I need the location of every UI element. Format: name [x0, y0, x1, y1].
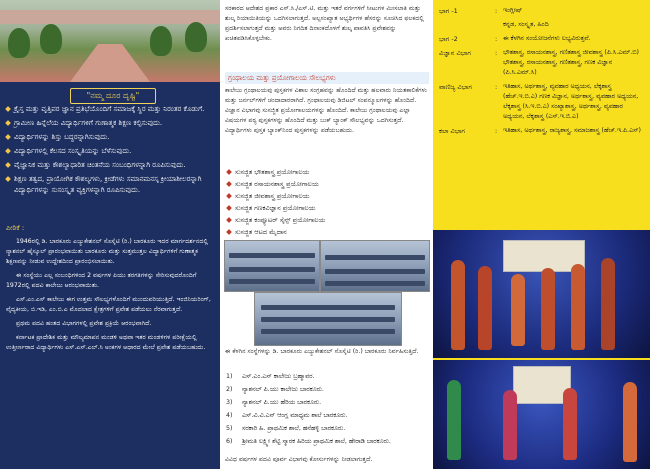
paragraph: ಎಸ್.ಎಂ.ಎಸ್ ಕಾಲೇಜು ಈಗ ಉತ್ತಮ ಸೌಲಭ್ಯಗಳೊಂದಿಗೆ ಮುಂದುವರಿಯುತ್ತಿದೆ. ಇಂಜಿನಿಯರಿಂಗ್, ವೈದ್ಯಕೀಯ, ಬಿ.ಇಡಿ, ಎಂ.ಬಿ.ಎ ಮೊದಲಾದ ಕ್ಷೇತ್ರಗಳಿಗೆ ಪ್ರವೇಶ ಪಡೆಯಲು ನೆರವಾಗುತ್ತದೆ. — [6, 296, 211, 313]
list-item: 6) ಶ್ರೀಮತಿ ಲಕ್ಷ್ಮೀ ಶೆಟ್ಟಿ ಸ್ಮಾರಕ ಹಿರಿಯ ಪ್ರಾಥಮಿಕ ಶಾಲೆ, ಹೇರಾಡಿ ಬಾರಕೂರು. — [226, 438, 391, 445]
list-item: 3) ನ್ಯಾಶನಲ್ ಪಿ.ಯು ಹೆರಿಯ ಬಾರಕೂರು. — [226, 399, 322, 406]
list-item: 1) ಎಸ್.ಎಂ.ಎಸ್ ಕಾಲೇಜು ಬ್ರಹ್ಮಾವರ. — [226, 373, 315, 380]
science-lab-photo — [320, 240, 430, 292]
dance-photo-2 — [433, 360, 650, 469]
campus-photo — [0, 0, 220, 82]
table-row: ಭಾಗ -1 : ಇಂಗ್ಲೀಷ್ — [439, 7, 523, 15]
paragraph: ಈ ಸಂಸ್ಥೆಯು ಎಲ್ಲ ಸಂಬಂಧಿಗಳಿಂದ 2 ವರ್ಷಗಳ ಪಿಯು ತರಗತಿಗಳನ್ನು ಸೇರಿಸುವುದರೊಂದಿಗೆ 1972ರಲ್ಲಿ ಪದವಿ ಕಾಲೇಜು ಆರಂಭವಾಯಿತು. — [6, 272, 197, 289]
right-panel — [433, 0, 650, 469]
list-item: ಕ್ರೈಸ್ತ ಮತ್ತು ವೃತ್ತಿಪರ ಜ್ಞಾನ ಪ್ರತಿಭೆಯೊಂದಿಗೆ ಸಮಾಜಕ್ಕೆ ಸ್ಥಿರ ಮತ್ತು ನಿರಂತರ ಕೊಡುಗೆ. — [4, 104, 216, 115]
intro-title: ಪೀಠಿಕೆ : — [6, 224, 25, 232]
institutions-list — [226, 372, 426, 450]
classroom-photo — [254, 292, 402, 346]
table-row: ಭಾಗ -2 : ಈ ಕೆಳಗಿನ ಸಂಯೋಜನೆಗಳು ಲಭ್ಯವಿರುತ್ತವೆ. — [439, 35, 591, 43]
labs-list — [226, 166, 426, 238]
table-row: ಕಲಾ ವಿಭಾಗ : ಇತಿಹಾಸ, ಅರ್ಥಶಾಸ್ತ್ರ, ರಾಜ್ಯಶಾಸ್ತ್ರ, ಸಮಾಜಶಾಸ್ತ್ರ (ಹೆಚ್.ಇ.ಪಿ.ಎಸ್) — [439, 127, 641, 135]
table-row: ಕನ್ನಡ, ಸಂಸ್ಕೃತ, ಹಿಂದಿ — [503, 21, 549, 28]
facilities-title: ಗ್ರಂಥಾಲಯ ಮತ್ತು ಪ್ರಯೋಗಾಲಯ ಸೌಲಭ್ಯಗಳು — [225, 72, 429, 84]
list-item: 2) ನ್ಯಾಶನಲ್ ಪಿ.ಯು ಕಾಲೇಜು ಬಾರಕೂರು. — [226, 386, 324, 393]
list-item: ಸುಸಜ್ಜಿತ ಆಟದ ಮೈದಾನ — [226, 226, 426, 238]
computer-lab-photo — [224, 240, 320, 292]
list-item: 5) ಸರಕಾರಿ ಹಿ. ಪ್ರಾಥಮಿಕ ಶಾಲೆ, ಹನೆಹಳ್ಳಿ ಬಾರಕೂರು. — [226, 425, 346, 432]
footer-note: ವಿವಿಧ ವರ್ಷಗಳ ಪದವಿ ಪೂರ್ವ ವಿಭಾಗವು ಕೋರ್ಸುಗಳನ್ನು ನೀಡಲಾಗುತ್ತದೆ. — [225, 456, 373, 463]
list-item: ಸುಸಜ್ಜಿತ ಭೌತಶಾಸ್ತ್ರ ಪ್ರಯೋಗಾಲಯ — [226, 166, 426, 178]
list-item: ಸುಸಜ್ಜಿತ ರಸಾಯನಶಾಸ್ತ್ರ ಪ್ರಯೋಗಾಲಯ — [226, 178, 426, 190]
intro-body — [6, 237, 216, 357]
table-row: ವಾಣಿಜ್ಯ ವಿಭಾಗ : ಇತಿಹಾಸ, ಅರ್ಥಶಾಸ್ತ್ರ, ವ್ಯವಹಾರ ಅಧ್ಯಯನ, ಲೆಕ್ಕಶಾಸ್ತ್ರ (ಹೆಚ್.ಇ.ಬಿ.ಎ) ಗಣಕ ವಿಜ್ಞಾನ, ಅರ್ಥಶಾಸ್ತ್ರ, ವ್ಯವಹಾರ ಅಧ್ಯಯನ, ಲೆಕ್ಕಶಾಸ್ತ್ರ (ಸಿ.ಇ.ಬಿ.ಎ) ಸಂಖ್ಯಾಶಾಸ್ತ್ರ, ಅರ್ಥಶಾಸ್ತ್ರ, ವ್ಯವಹಾರ ಅಧ್ಯಯನ, ಲೆಕ್ಕಶಾಸ್ತ್ರ (ಎಸ್.ಇ.ಬಿ.ಎ) — [439, 83, 639, 120]
middle-panel — [220, 0, 433, 469]
list-item: ಶಿಕ್ಷಣ ತತ್ವದ, ಪ್ರಾಯೋಗಿಕ ಕೌಶಲ್ಯಗಳು, ಕ್ರೀಡೆಗಳು ಸಮಾನಮನಸ್ಕ ಕ್ರೀಯಾಶೀಲರನ್ನಾಗಿ ವಿದ್ಯಾರ್ಥಿಗಳನ್ನು ಸುಸಂಸ್ಕೃತ ವ್ಯಕ್ತಿಗಳನ್ನಾಗಿ ರೂಪಿಸುವುದು. — [4, 174, 216, 196]
list-item: ಸುಸಜ್ಜಿತ ಜೀವಶಾಸ್ತ್ರ ಪ್ರಯೋಗಾಲಯ — [226, 190, 426, 202]
paragraph: ಪ್ರಥಮ ಪದವಿ ಹಂತದ ವಿಭಾಗಗಳಲ್ಲಿ ಪ್ರವೇಶ ಪ್ರಕ್ರಿಯೆ ಆರಂಭವಾಗಿದೆ. — [16, 320, 152, 327]
list-item: 4) ಎಸ್.ವಿ.ವಿ.ಎನ್ ಆಂಗ್ಲ ಮಾಧ್ಯಮ ಶಾಲೆ ಬಾರಕೂರು. — [226, 412, 348, 419]
list-item: ವೈಜ್ಞಾನಿಕ ಮತ್ತು ಕೌಶಲ್ಯಾಧಾರಿತ ಚಿಂತನೆಯ ಸಂಬಂಧಿಗಳನ್ನಾಗಿ ರೂಪಿಸುವುದು. — [4, 160, 216, 171]
admission-text: ಸರಕಾರದ ಆದೇಶದ ಪ್ರಕಾರ ಎಸ್.ಸಿ./ಎಸ್.ಟಿ. ಮತ್ತು ಇತರೆ ವರ್ಗಗಳಿಗೆ ಸೀಟುಗಳ ಮೀಸಲಾತಿ ಮತ್ತು ಶುಲ್ಕ ರಿಯಾಯಿತಿಯನ್ನು ಒದಗಿಸಲಾಗುತ್ತದೆ. ಅಲ್ಪಸಂಖ್ಯಾತ ಅಭ್ಯರ್ಥಿಗಳ ಹೆಸರನ್ನು ಸೂಚಿಸಿದ ಫಲಕದಲ್ಲಿ ಪ್ರದರ್ಶಿಸಲಾಗುತ್ತದೆ ಮತ್ತು ಅವರು ನಿಗದಿತ ದಿನಾಂಕದೊಳಗೆ ಶುಲ್ಕ ಪಾವತಿಸಿ ಪ್ರವೇಶವನ್ನು ಖಚಿತಪಡಿಸಿಕೊಳ್ಳಬೇಕು. — [225, 5, 424, 42]
vision-list — [4, 104, 216, 199]
course-table — [439, 6, 645, 140]
left-panel — [0, 0, 220, 469]
vision-title: "ನಮ್ಮ ದೂರ ದೃಷ್ಟಿ" — [70, 88, 156, 104]
list-item: ಸುಸಜ್ಜಿತ ಗಣಕವಿಜ್ಞಾನ ಪ್ರಯೋಗಾಲಯ — [226, 202, 426, 214]
dance-photo-1 — [433, 230, 650, 358]
list-item: ಗ್ರಾಮೀಣ ಹಿನ್ನೆಲೆಯ ವಿದ್ಯಾರ್ಥಿಗಳಿಗೆ ಗುಣಾತ್ಮಕ ಶಿಕ್ಷಣ ಕಲ್ಪಿಸುವುದು. — [4, 118, 216, 129]
paragraph: ಕರ್ನಾಟಕ ಪ್ರಾದೇಶಿಕ ಮತ್ತು ಮೌಲ್ಯಮಾಪನ ಮಂಡಳಿ ಅಥವಾ ಇತರ ಮಂಡಳಿಗಳ ಪರೀಕ್ಷೆಯಲ್ಲಿ ಉತ್ತೀರ್ಣರಾದ ವಿದ್ಯಾರ್ಥಿಗಳು ಎಸ್.ಎಸ್.ಎಲ್.ಸಿ ಅಂಕಗಳ ಆಧಾರದ ಮೇಲೆ ಪ್ರವೇಶ ಪಡೆಯಬಹುದು. — [6, 334, 206, 351]
list-item: ವಿದ್ಯಾರ್ಥಿಗಳಲ್ಲಿ ಕೆಲಸದ ಸಂಸ್ಕೃತಿಯನ್ನು ಬೆಳೆಸುವುದು. — [4, 146, 216, 157]
list-item: ವಿದ್ಯಾರ್ಥಿಗಳನ್ನು ಶಿಸ್ತು ಬದ್ಧರನ್ನಾಗಿಸುವುದು. — [4, 132, 216, 143]
table-row: ವಿಜ್ಞಾನ ವಿಭಾಗ : ಭೌತಶಾಸ್ತ್ರ, ರಸಾಯನಶಾಸ್ತ್ರ, ಗಣಿತಶಾಸ್ತ್ರ ಜೀವಶಾಸ್ತ್ರ (ಪಿ.ಸಿ.ಎಮ್.ಬಿ) ಭೌತಶಾಸ್ತ್ರ, ರಸಾಯನಶಾಸ್ತ್ರ, ಗಣಿತಶಾಸ್ತ್ರ, ಗಣಕ ವಿಜ್ಞಾನ (ಪಿ.ಸಿ.ಎಮ್.ಸಿ) — [439, 49, 639, 76]
institutions-intro: ಈ ಕೆಳಗಿನ ಸಂಸ್ಥೆಗಳನ್ನು ಡಿ. ಬಾರಕೂರು ಎಜ್ಯುಕೇಶನಲ್ ಸೊಸೈಟಿ (ರಿ.) ಬಾರಕೂರು ನಿರ್ವಹಿಸುತ್ತಿದೆ. — [225, 348, 419, 355]
list-item: ಸುಸಜ್ಜಿತ ಕಂಪ್ಯೂಟರ್ ಸೈನ್ಸ್ ಪ್ರಯೋಗಾಲಯ — [226, 214, 426, 226]
facilities-text: ಕಾಲೇಜು ಗ್ರಂಥಾಲಯವು ಪುಸ್ತಕಗಳ ವಿಶಾಲ ಸಂಗ್ರಹವನ್ನು ಹೊಂದಿದೆ ಮತ್ತು ಹಲವಾರು ನಿಯತಕಾಲಿಕೆಗಳು ಮತ್ತು ಜರ್ನಲ್‌ಗಳಿಗೆ ಚಂದಾದಾರರಾಗಿದೆ. ಗ್ರಂಥಾಲಯವು ಡಿಜಿಟಲ್ ಸಂಪನ್ಮೂಲಗಳನ್ನು ಹೊಂದಿದೆ. ವಿಜ್ಞಾನ ವಿಭಾಗವು ಸುಸಜ್ಜಿತ ಪ್ರಯೋಗಾಲಯಗಳನ್ನು ಹೊಂದಿದೆ. ಕಾಲೇಜು ಗ್ರಂಥಾಲಯವು ಎಲ್ಲಾ ವಿಷಯಗಳ ಪಠ್ಯ ಪುಸ್ತಕಗಳನ್ನು ಹೊಂದಿದೆ ಮತ್ತು ಬುಕ್ ಬ್ಯಾಂಕ್ ಸೌಲಭ್ಯವನ್ನು ಒದಗಿಸುತ್ತದೆ. ವಿದ್ಯಾರ್ಥಿಗಳು ಪುಸ್ತಕ ಬ್ಯಾಂಕ್‌ನಿಂದ ಪುಸ್ತಕಗಳನ್ನು ಪಡೆಯಬಹುದು. — [225, 87, 427, 134]
paragraph: 1946ರಲ್ಲಿ ಡಿ. ಬಾರಕೂರು ಎಜ್ಯುಕೇಶನಲ್ ಸೊಸೈಟಿ (ರಿ.) ಬಾರಕೂರು ಇದರ ಮಾರ್ಗದರ್ಶನದಲ್ಲಿ ನ್ಯಾಶನಲ್ ಹೈಸ್ಕೂಲ್ ಪ್ರಾರಂಭವಾಯಿತು ಬಾರಕೂರು ಮತ್ತು ಸುತ್ತಮುತ್ತಲ ವಿದ್ಯಾರ್ಥಿಗಳಿಗೆ ಗುಣಾತ್ಮಕ ಶಿಕ್ಷಣವನ್ನು ನೀಡುವ ಉದ್ದೇಶದಿಂದ ಪ್ರಾರಂಭಿಸಲಾಯಿತು. — [6, 238, 208, 265]
